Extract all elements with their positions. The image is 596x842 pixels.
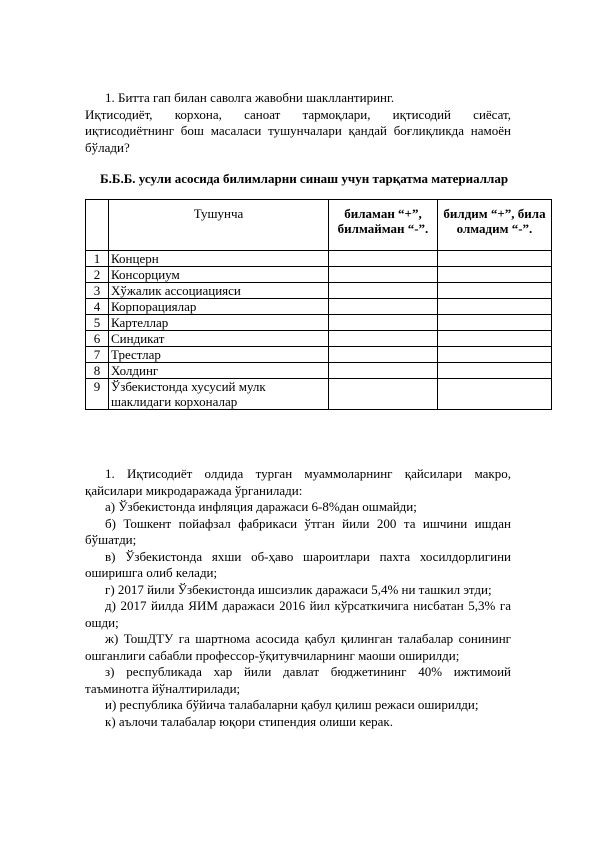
answer-option-zh: ошганлиги сабабли профессор-ўқитувчиларнинг маоши оширилди; bbox=[85, 647, 460, 663]
answer-option-v: оширишга олиб келади; bbox=[85, 565, 218, 580]
row-know-cell bbox=[329, 363, 438, 379]
answer-option-b: б) Тошкент пойафзал фабрикаси ўтган йили 200 та ишчини ишдан bbox=[105, 515, 511, 531]
table-row bbox=[86, 379, 552, 410]
row-learned-cell bbox=[438, 347, 552, 363]
row-number: 3 bbox=[86, 283, 109, 299]
row-learned-cell bbox=[438, 299, 552, 315]
header-concept: Тушунча bbox=[109, 200, 329, 251]
table-row bbox=[86, 315, 552, 331]
row-concept: Холдинг bbox=[109, 363, 329, 379]
answer-option-d: ошди; bbox=[85, 614, 119, 630]
answer-option-z: з) республикада хар йили давлат бюджетининг 40% ижтимоий bbox=[105, 664, 511, 679]
row-know-cell bbox=[329, 299, 438, 315]
table-row bbox=[86, 347, 552, 363]
row-concept: Консорциум bbox=[109, 267, 329, 283]
row-learned-cell bbox=[438, 251, 552, 267]
row-concept: Синдикат bbox=[109, 331, 329, 347]
question-1-title: 1. Битта гап билан саволга жавобни шакллантиринг. bbox=[105, 90, 395, 105]
row-number: 4 bbox=[86, 299, 109, 315]
row-number: 8 bbox=[86, 363, 109, 379]
row-know-cell bbox=[329, 379, 438, 410]
row-learned-cell bbox=[438, 315, 552, 331]
table-row bbox=[86, 251, 552, 267]
answer-option-v: в) Ўзбекистонда яхши об-ҳаво шароитлари пахта хосилдорлигини bbox=[105, 548, 511, 564]
answer-option-z: таъминотга йўналтирилади; bbox=[85, 680, 241, 696]
header-know: биламан “+”, билмайман “-”. bbox=[329, 200, 438, 251]
row-concept: Трестлар bbox=[109, 347, 329, 363]
row-concept: Корпорациялар bbox=[109, 299, 329, 315]
handout-heading: Б.Б.Б. усули асосида билимларни синаш учун тарқатма материаллар bbox=[100, 171, 509, 186]
question-1 bbox=[85, 90, 511, 156]
row-learned-cell bbox=[438, 331, 552, 347]
row-know-cell bbox=[329, 331, 438, 347]
row-concept: Картеллар bbox=[109, 315, 329, 331]
row-learned-cell bbox=[438, 379, 552, 410]
answer-option-a: а) Ўзбекистонда инфляция даражаси 6-8%дан ошмайди; bbox=[105, 499, 417, 514]
row-number: 9 bbox=[86, 379, 109, 410]
row-know-cell bbox=[329, 251, 438, 267]
row-number: 5 bbox=[86, 315, 109, 331]
row-number: 2 bbox=[86, 267, 109, 283]
answer-option-k: к) аълочи талабалар юқори стипендия олиши керак. bbox=[105, 713, 393, 729]
answer-option-d: д) 2017 йилда ЯИМ даражаси 2016 йил кўрсаткичига нисбатан 5,3% га bbox=[105, 598, 511, 613]
answer-option-g: г) 2017 йили Ўзбекистонда ишсизлик даражаси 5,4% ни ташкил этди; bbox=[105, 581, 492, 597]
row-know-cell bbox=[329, 347, 438, 363]
row-number: 7 bbox=[86, 347, 109, 363]
row-know-cell bbox=[329, 267, 438, 283]
question-1-line: бўлади? bbox=[85, 139, 130, 155]
table-row bbox=[86, 299, 552, 315]
answer-option-i: и) республика бўйича талабаларни қабул қилиш режаси оширилди; bbox=[105, 697, 479, 712]
row-know-cell bbox=[329, 315, 438, 331]
row-learned-cell bbox=[438, 283, 552, 299]
row-number: 6 bbox=[86, 331, 109, 347]
row-learned-cell bbox=[438, 363, 552, 379]
answer-option-b: бўшатди; bbox=[85, 532, 137, 547]
header-number bbox=[86, 200, 109, 251]
row-learned-cell bbox=[438, 267, 552, 283]
row-concept: Концерн bbox=[109, 251, 329, 267]
question-1-line: иқтисодиётнинг бош масаласи тушунчалари қандай боғлиқликда намоён bbox=[85, 123, 511, 138]
table-row bbox=[86, 331, 552, 347]
table-row bbox=[86, 267, 552, 283]
table-row bbox=[86, 363, 552, 379]
knowledge-table bbox=[85, 199, 552, 410]
table-header-row bbox=[86, 200, 552, 251]
question-2 bbox=[85, 466, 511, 730]
row-number: 1 bbox=[86, 251, 109, 267]
row-concept: Ўзбекистонда хусусий мулк шаклидаги корхоналар bbox=[109, 379, 329, 410]
header-learned: билдим “+”, била олмадим “-”. bbox=[438, 200, 552, 251]
answer-option-zh: ж) ТошДТУ га шартнома асосида қабул қилинган талабалар сонининг bbox=[105, 631, 511, 646]
row-know-cell bbox=[329, 283, 438, 299]
row-concept: Хўжалик ассоциацияси bbox=[109, 283, 329, 299]
table-row bbox=[86, 283, 552, 299]
question-2-intro: 1. Иқтисодиёт олдида турган муаммоларнинг қайсилари макро, bbox=[105, 466, 511, 481]
question-2-intro: қайсилари микродаражада ўрганилади: bbox=[85, 482, 303, 498]
question-1-line: Иқтисодиёт, корхона, саноат тармоқлари, иқтисодий сиёсат, bbox=[85, 106, 511, 122]
